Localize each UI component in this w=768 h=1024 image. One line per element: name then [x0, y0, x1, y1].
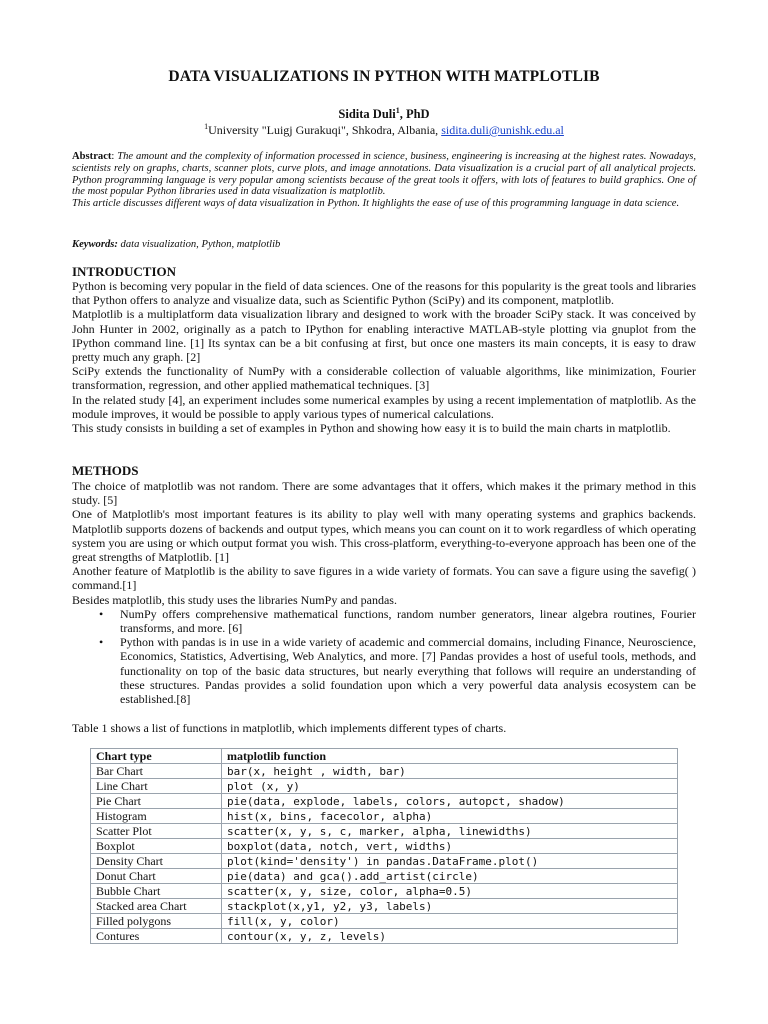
function-cell: plot (x, y)	[222, 779, 678, 794]
chart-type-cell: Scatter Plot	[91, 824, 222, 839]
author-line	[72, 106, 696, 122]
bullet-icon: •	[99, 606, 104, 621]
function-cell: scatter(x, y, s, c, marker, alpha, linewidths)	[222, 824, 678, 839]
function-cell: hist(x, bins, facecolor, alpha)	[222, 809, 678, 824]
library-list	[72, 607, 696, 706]
function-cell: contour(x, y, z, levels)	[222, 929, 678, 944]
table-row	[91, 764, 678, 779]
table-row	[91, 839, 678, 854]
abstract	[72, 151, 696, 210]
list-item-text: Python with pandas is in use in a wide variety of academic and commercial domains, including Finance, Neuroscience, Economics, Statistics, Advertising, Web Analytics, and more. [7] Pandas provides a host of useful tools, methods, and functionality on top of the basic data structures, but nearly everything that follows will require an understanding of these structures. Pandas provides a solid foundation upon which a very powerful data analysis ecosystem can be established.[8]	[120, 635, 696, 707]
table-row	[91, 809, 678, 824]
table-row	[91, 884, 678, 899]
paragraph: In the related study [4], an experiment includes some numerical examples by using a recent implementation of matplotlib. As the module improves, it would be possible to apply various types of numerical calculations.	[72, 392, 696, 421]
chart-type-cell: Line Chart	[91, 779, 222, 794]
affiliation-sup: 1	[204, 122, 209, 131]
chart-type-cell: Filled polygons	[91, 914, 222, 929]
function-cell: scatter(x, y, size, color, alpha=0.5)	[222, 884, 678, 899]
paper-title: DATA VISUALIZATIONS IN PYTHON WITH MATPLOTLIB	[168, 68, 600, 85]
abstract-text-2: This article discusses different ways of data visualization in Python. It highlights the ease of use of this programming language in data science.	[72, 198, 680, 210]
chart-type-cell: Stacked area Chart	[91, 899, 222, 914]
table-row	[91, 824, 678, 839]
table-row	[91, 869, 678, 884]
function-cell: pie(data) and gca().add_artist(circle)	[222, 869, 678, 884]
paragraph: Another feature of Matplotlib is the ability to save figures in a wide variety of formats. You can save a figure using the savefig( ) command.[1]	[72, 564, 696, 593]
list-item	[72, 635, 696, 706]
table-header: Chart type	[91, 749, 222, 764]
function-cell: boxplot(data, notch, vert, widths)	[222, 839, 678, 854]
list-item-text: NumPy offers comprehensive mathematical functions, random number generators, linear algebra routines, Fourier transforms, and more. [6]	[120, 606, 696, 636]
table-row	[91, 854, 678, 869]
function-cell: bar(x, height , width, bar)	[222, 764, 678, 779]
author-suffix: , PhD	[399, 107, 430, 122]
paragraph: Python is becoming very popular in the field of data sciences. One of the reasons for this popularity is the great tools and libraries that Python offers to analyze and visualize data, such as Scientific Python (SciPy) and its component, matplotlib.	[72, 279, 696, 308]
chart-type-cell: Pie Chart	[91, 794, 222, 809]
paragraph: One of Matplotlib's most important features is its ability to play well with many operating systems and graphics backends. Matplotlib supports dozens of backends and output types, which means you can count on it to work regardless of which operating system you are using or which output format you wish. This cross-platform, everything-to-everyone approach has been one of the great strengths of Matplotlib. [1]	[72, 507, 696, 565]
chart-type-cell: Bar Chart	[91, 764, 222, 779]
list-item	[72, 607, 696, 635]
affiliation	[72, 122, 696, 138]
paragraph: SciPy extends the functionality of NumPy with a considerable collection of valuable algorithms, like minimization, Fourier transformation, regression, and other applied mathematical techniques. [3]	[72, 364, 696, 393]
table-header-row	[91, 749, 678, 764]
affiliation-text: University "Luigj Gurakuqi", Shkodra, Albania,	[208, 123, 442, 137]
abstract-text: The amount and the complexity of information processed in science, business, engineering is increasing at the highest rates. Nowadays, scientists rely on graphs, charts, scanner plots, curve plots, and image annotations. Data visualization is a crucial part of all analytical projects. Python programming language is very popular among scientists because of the great tools it offers, with lots of features to build graphics. One of the most popular Python libraries used in data visualization is matplotlib.	[72, 151, 697, 198]
table-intro: Table 1 shows a list of functions in matplotlib, which implements different types of charts.	[72, 721, 507, 735]
table-header: matplotlib function	[222, 749, 678, 764]
table-row	[91, 914, 678, 929]
abstract-label: Abstract	[72, 151, 112, 162]
introduction-body	[72, 279, 696, 435]
table-row	[91, 794, 678, 809]
paragraph: Matplotlib is a multiplatform data visualization library and designed to work with the broader SciPy stack. It was conceived by John Hunter in 2002, originally as a patch to IPython for enabling interactive MATLAB-style plotting via gnuplot from the IPython command line. [1] Its syntax can be a bit confusing at first, but once one masters its main concepts, it is easy to draw pretty much any graph. [2]	[72, 307, 696, 365]
author-name: Sidita Duli	[338, 107, 396, 122]
keywords-text: data visualization, Python, matplotlib	[117, 239, 281, 250]
chart-type-cell: Density Chart	[91, 854, 222, 869]
chart-type-cell: Donut Chart	[91, 869, 222, 884]
function-cell: pie(data, explode, labels, colors, autopct, shadow)	[222, 794, 678, 809]
introduction-heading: INTRODUCTION	[72, 264, 177, 279]
abstract-sep: :	[111, 151, 118, 162]
chart-type-cell: Boxplot	[91, 839, 222, 854]
table-body	[91, 764, 678, 944]
author-email-link[interactable]: sidita.duli@unishk.edu.al	[441, 123, 564, 137]
function-cell: fill(x, y, color)	[222, 914, 678, 929]
methods-heading: METHODS	[72, 463, 139, 478]
paragraph: The choice of matplotlib was not random. There are some advantages that it offers, which makes it the primary method in this study. [5]	[72, 479, 696, 508]
table-row	[91, 929, 678, 944]
keywords	[72, 239, 696, 250]
paragraph: Besides matplotlib, this study uses the libraries NumPy and pandas.	[72, 592, 397, 607]
chart-type-cell: Contures	[91, 929, 222, 944]
chart-type-cell: Bubble Chart	[91, 884, 222, 899]
keywords-label: Keywords:	[72, 239, 118, 250]
chart-type-cell: Histogram	[91, 809, 222, 824]
author-sup: 1	[395, 106, 400, 115]
functions-table	[90, 748, 678, 944]
table-row	[91, 899, 678, 914]
table-row	[91, 779, 678, 794]
methods-body	[72, 479, 696, 706]
function-cell: stackplot(x,y1, y2, y3, labels)	[222, 899, 678, 914]
function-cell: plot(kind='density') in pandas.DataFrame.plot()	[222, 854, 678, 869]
paragraph: This study consists in building a set of examples in Python and showing how easy it is to build the main charts in matplotlib.	[72, 421, 671, 436]
bullet-icon: •	[99, 635, 104, 650]
